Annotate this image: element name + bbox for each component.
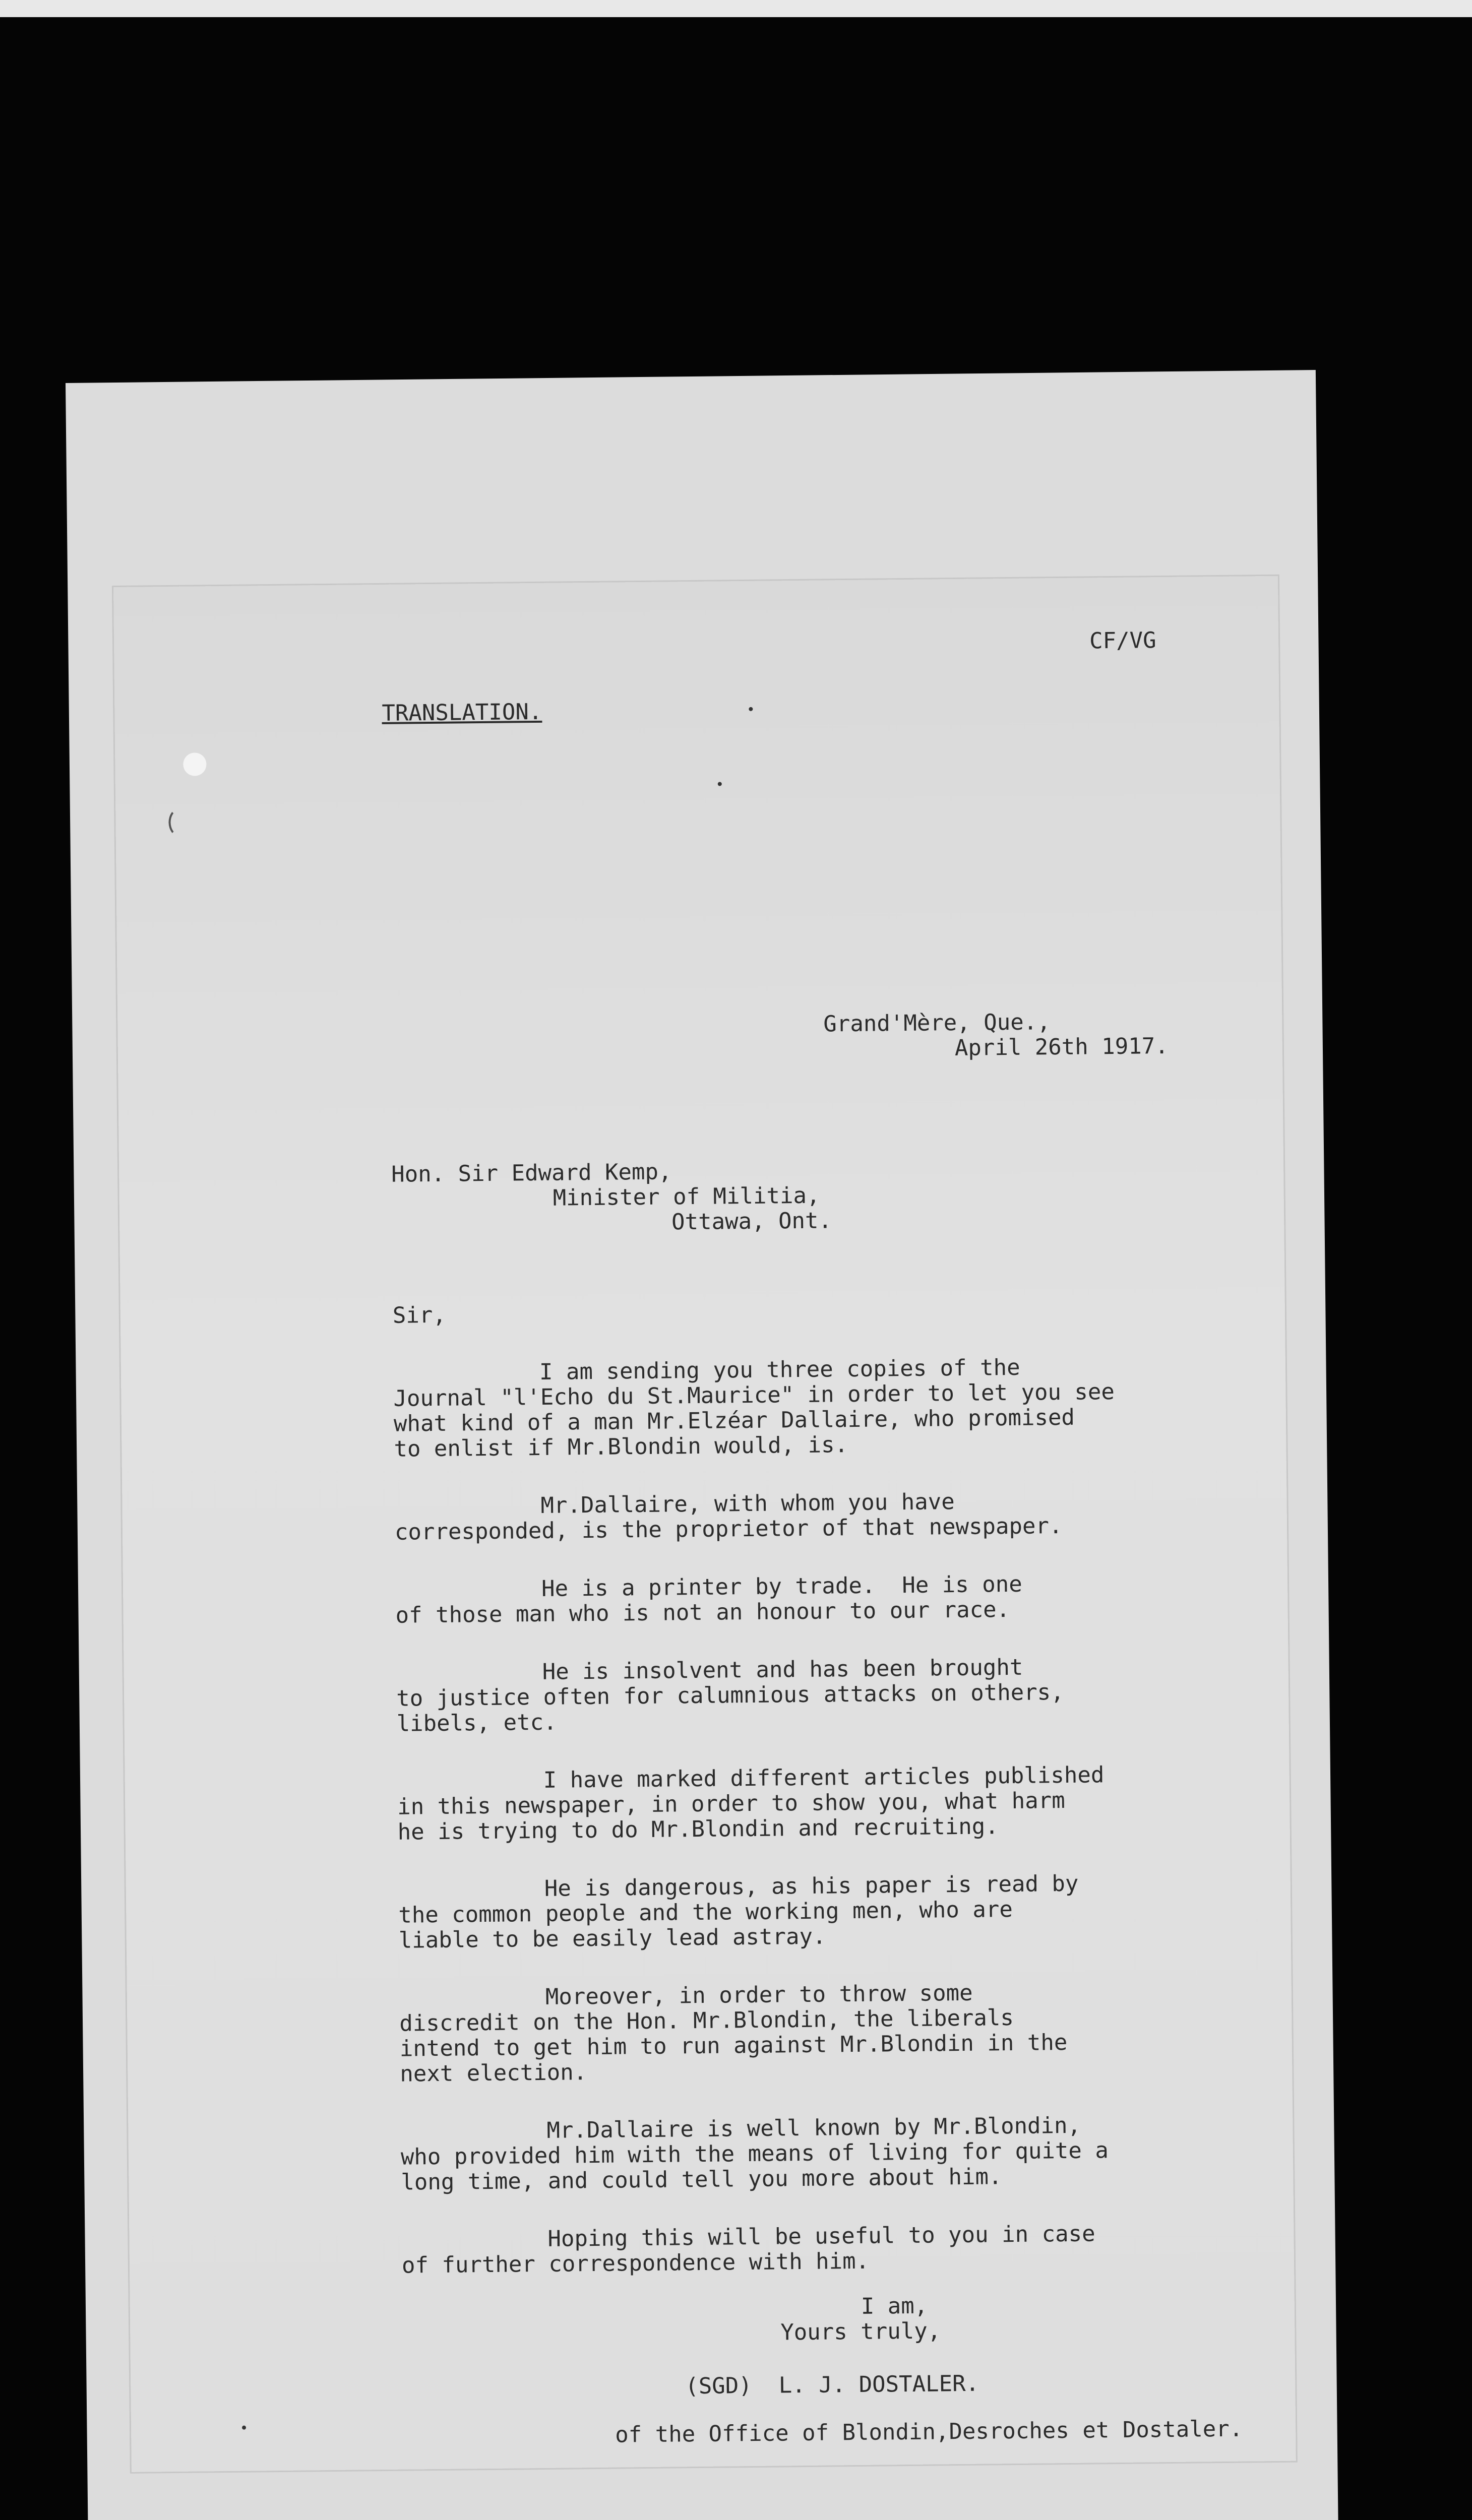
paragraph-line: corresponded, is the proprietor of that newspaper. xyxy=(394,1513,1063,1545)
punch-hole xyxy=(183,752,206,776)
paragraph-line: he is trying to do Mr.Blondin and recruiting. xyxy=(397,1813,999,1845)
paragraph-line: He is dangerous, as his paper is read by xyxy=(544,1870,1079,1902)
ink-speck xyxy=(749,707,753,711)
letter-page xyxy=(113,576,1296,2472)
paragraph-line: to justice often for calumnious attacks on others, xyxy=(396,1679,1064,1712)
paragraph-line: Journal "l'Echo du St.Maurice" in order to let you see xyxy=(393,1379,1115,1412)
paragraph-line: I am sending you three copies of the xyxy=(539,1354,1020,1385)
paragraph-line: Hoping this will be useful to you in case xyxy=(547,2221,1095,2252)
punch-hole-ring xyxy=(168,808,190,837)
paragraph-line: long time, and could tell you more about him. xyxy=(401,2164,1002,2195)
translation-heading: TRANSLATION. xyxy=(382,699,542,726)
scan-top-edge xyxy=(0,0,1472,17)
paragraph-line: the common people and the working men, who are xyxy=(398,1896,1013,1928)
salutation: Sir, xyxy=(392,1302,447,1329)
paragraph-line: libels, etc. xyxy=(396,1709,557,1737)
letter-place: Grand'Mère, Que., xyxy=(823,1009,1051,1037)
reference-code: CF/VG xyxy=(1089,627,1156,654)
ink-speck xyxy=(242,2426,246,2430)
closing-line: Yours truly, xyxy=(780,2318,941,2346)
signature-line: (SGD) L. J. DOSTALER. xyxy=(685,2370,979,2400)
paragraph-line: intend to get him to run against Mr.Blondin in the xyxy=(399,2029,1068,2062)
paragraph-line: in this newspaper, in order to show you, what harm xyxy=(397,1787,1065,1820)
letter-date: April 26th 1917. xyxy=(954,1033,1169,1061)
closing-line: I am, xyxy=(861,2293,928,2319)
paragraph-line: He is insolvent and has been brought xyxy=(542,1654,1023,1685)
paragraph-line: liable to be easily lead astray. xyxy=(398,1923,826,1954)
ink-speck xyxy=(718,782,722,786)
handwritten-mark xyxy=(1145,2517,1217,2520)
paragraph-line: He is a printer by trade. He is one xyxy=(541,1571,1022,1602)
paragraph-line: Mr.Dallaire, with whom you have xyxy=(540,1489,955,1519)
paragraph-line: of those man who is not an honour to our race. xyxy=(395,1597,1010,1628)
recipient-line: Ottawa, Ont. xyxy=(671,1208,832,1235)
paragraph-line: to enlist if Mr.Blondin would, is. xyxy=(394,1432,848,1462)
office-line: of the Office of Blondin,Desroches et Dostaler. xyxy=(615,2416,1243,2448)
paragraph-line: Moreover, in order to throw some xyxy=(545,1980,973,2010)
paragraph-line: what kind of a man Mr.Elzéar Dallaire, who promised xyxy=(393,1404,1075,1437)
paragraph-line: who provided him with the means of living for quite a xyxy=(400,2137,1109,2170)
paragraph-line: of further correspondence with him. xyxy=(401,2248,870,2279)
paragraph-line: Mr.Dallaire is well known by Mr.Blondin, xyxy=(546,2112,1081,2144)
paragraph-line: next election. xyxy=(400,2059,587,2087)
paragraph-line: I have marked different articles published xyxy=(543,1762,1105,1793)
recipient-line: Minister of Militia, xyxy=(553,1182,820,1211)
recipient-line: Hon. Sir Edward Kemp, xyxy=(391,1159,672,1187)
paragraph-line: discredit on the Hon. Mr.Blondin, the liberals xyxy=(399,2004,1014,2037)
